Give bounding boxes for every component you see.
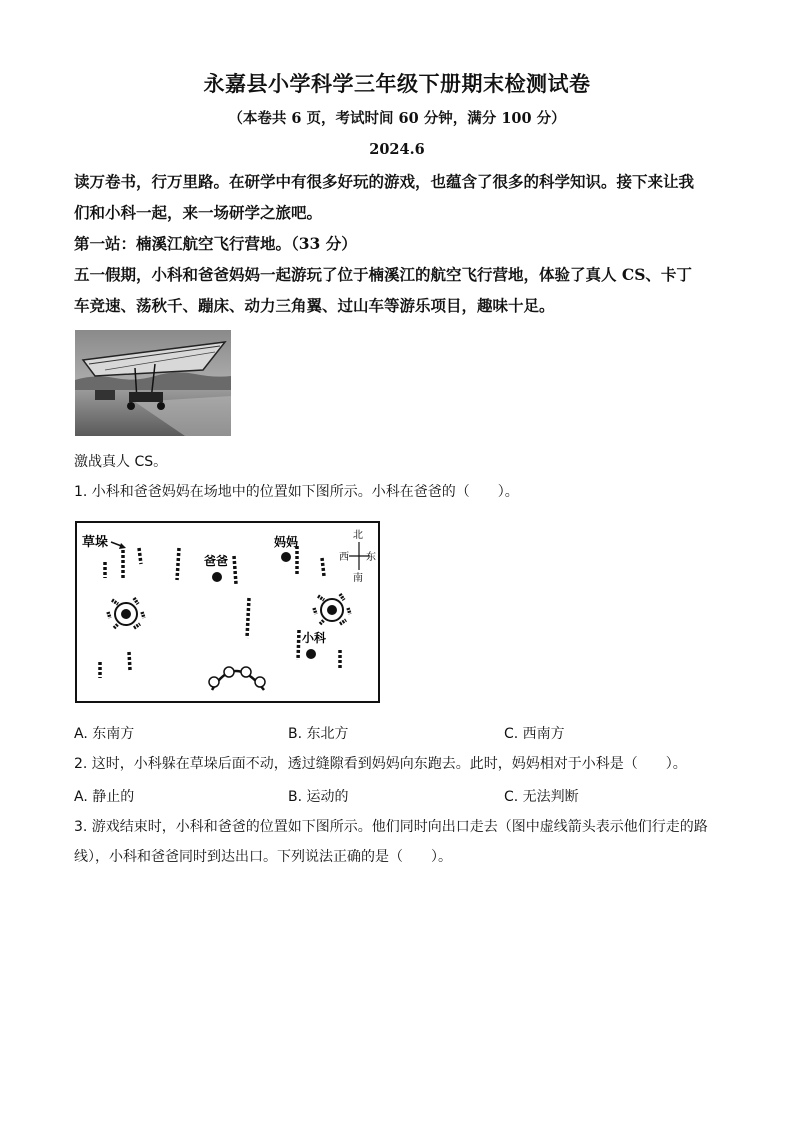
question-3 [74,812,724,872]
map-label-xiaoke: 小科 [302,631,327,645]
map-label-mom: 妈妈 [274,535,299,549]
hang-glider-photo [75,330,231,436]
intro-line-2: 们和小科一起，来一场研学之旅吧。 [74,203,323,222]
intro-paragraph [74,166,724,228]
station1-line-2: 车竞速、荡秋千、蹦床、动力三角翼、过山车等游乐项目，趣味十足。 [74,296,555,315]
mom-marker [281,552,291,562]
page-title: 永嘉县小学科学三年级下册期末检测试卷 [203,71,591,96]
q1-option-b[interactable]: B. 东北方 [288,726,349,742]
q1-option-a[interactable]: A. 东南方 [74,726,135,742]
map-label-dad: 爸爸 [204,554,229,568]
dad-marker [212,572,222,582]
exam-info: （本卷共 6 页，考试时间 60 分钟，满分 100 分） [228,110,566,127]
q2-option-a[interactable]: A. 静止的 [74,789,135,805]
intro-line-1: 读万卷书，行万里路。在研学中有很多好玩的游戏，也蕴含了很多的科学知识。接下来让我 [74,172,695,191]
section-label: 激战真人 CS。 [74,454,168,470]
question-2: 2. 这时，小科躲在草垛后面不动，透过缝隙看到妈妈向东跑去。此时，妈妈相对于小科是（ ）。 [74,756,687,772]
question-3-line-2: 线），小科和爸爸同时到达出口。下列说法正确的是（ ）。 [74,849,452,865]
compass-north: 北 [353,530,363,541]
question-3-line-1: 3. 游戏结束时，小科和爸爸的位置如下图所示。他们同时向出口走去（图中虚线箭头表示他们行走的路 [74,819,708,835]
exam-date: 2024.6 [369,141,425,158]
compass-west: 西 [339,552,349,563]
q1-option-c[interactable]: C. 西南方 [504,726,565,742]
field-map [74,520,382,704]
question-1: 1. 小科和爸爸妈妈在场地中的位置如下图所示。小科在爸爸的（ ）。 [74,484,519,500]
station1-heading: 第一站：楠溪江航空飞行营地。（33 分） [74,234,357,253]
compass-south: 南 [353,573,363,584]
q2-option-b[interactable]: B. 运动的 [288,789,349,805]
station1-line-1: 五一假期，小科和爸爸妈妈一起游玩了位于楠溪江的航空飞行营地，体验了真人 CS、卡丁 [74,265,692,284]
map-label-grass: 草垛 [82,535,109,550]
q2-option-c[interactable]: C. 无法判断 [504,789,579,805]
station1-paragraph [74,259,724,321]
compass-east: 东 [366,552,376,563]
xiaoke-marker [306,649,316,659]
